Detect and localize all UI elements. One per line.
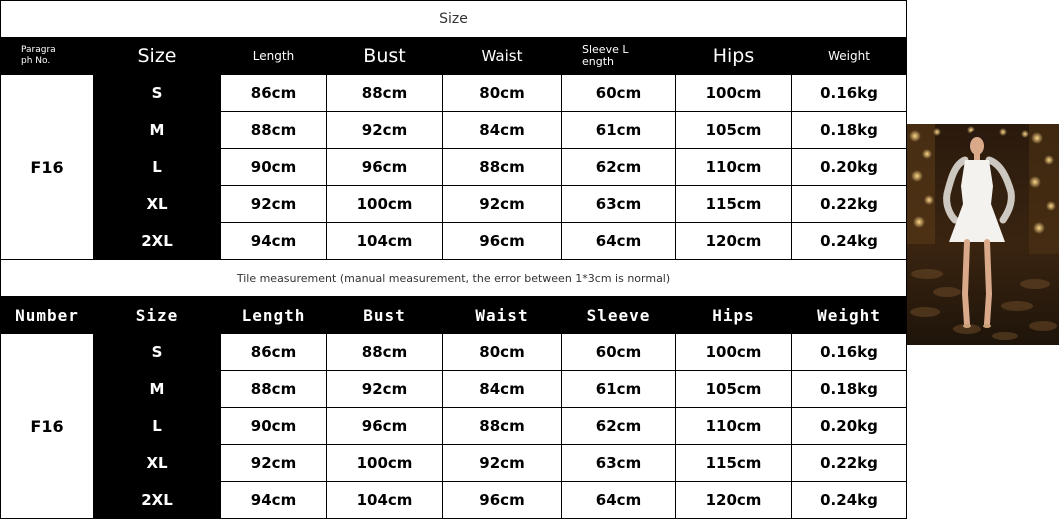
waist-cell: 88cm — [443, 149, 562, 186]
header-hips: Hips — [676, 297, 792, 334]
table-row — [1, 75, 907, 112]
weight-cell: 0.20kg — [792, 408, 907, 445]
bust-cell: 92cm — [327, 371, 443, 408]
bust-cell: 92cm — [327, 112, 443, 149]
header-length: Length — [221, 38, 327, 75]
size-cell: 2XL — [94, 482, 221, 519]
length-cell: 92cm — [221, 445, 327, 482]
sleeve-cell: 60cm — [562, 75, 676, 112]
top-header-row — [1, 38, 907, 75]
length-cell: 88cm — [221, 371, 327, 408]
bust-cell: 104cm — [327, 482, 443, 519]
product-photo — [907, 124, 1059, 345]
sleeve-cell: 60cm — [562, 334, 676, 371]
waist-cell: 84cm — [443, 371, 562, 408]
hips-cell: 115cm — [676, 445, 792, 482]
length-cell: 86cm — [221, 75, 327, 112]
sleeve-cell: 64cm — [562, 223, 676, 260]
hips-cell: 120cm — [676, 223, 792, 260]
bust-cell: 104cm — [327, 223, 443, 260]
size-caption: Size — [1, 1, 907, 38]
waist-cell: 84cm — [443, 112, 562, 149]
size-cell: M — [94, 112, 221, 149]
size-cell: XL — [94, 186, 221, 223]
bust-cell: 88cm — [327, 334, 443, 371]
table-row — [1, 371, 907, 408]
header-bust: Bust — [327, 297, 443, 334]
hips-cell: 105cm — [676, 112, 792, 149]
weight-cell: 0.22kg — [792, 445, 907, 482]
header-size: Size — [94, 297, 221, 334]
bottom-header-row — [1, 297, 907, 334]
hips-cell: 120cm — [676, 482, 792, 519]
weight-cell: 0.18kg — [792, 112, 907, 149]
header-bust: Bust — [327, 38, 443, 75]
length-cell: 90cm — [221, 408, 327, 445]
length-cell: 90cm — [221, 149, 327, 186]
table-row — [1, 408, 907, 445]
size-cell: M — [94, 371, 221, 408]
size-cell: S — [94, 334, 221, 371]
table-row — [1, 223, 907, 260]
waist-cell: 96cm — [443, 223, 562, 260]
hips-cell: 100cm — [676, 75, 792, 112]
weight-cell: 0.22kg — [792, 186, 907, 223]
length-cell: 92cm — [221, 186, 327, 223]
sleeve-cell: 63cm — [562, 445, 676, 482]
size-cell: S — [94, 75, 221, 112]
length-cell: 94cm — [221, 482, 327, 519]
product-number: F16 — [1, 75, 94, 260]
table-row — [1, 112, 907, 149]
hips-cell: 110cm — [676, 149, 792, 186]
header-sleeve: Sleeve — [562, 297, 676, 334]
weight-cell: 0.24kg — [792, 482, 907, 519]
sleeve-cell: 61cm — [562, 112, 676, 149]
sleeve-cell: 61cm — [562, 371, 676, 408]
bust-cell: 96cm — [327, 408, 443, 445]
waist-cell: 96cm — [443, 482, 562, 519]
weight-cell: 0.16kg — [792, 75, 907, 112]
hips-cell: 115cm — [676, 186, 792, 223]
table-row — [1, 149, 907, 186]
header-paragraph-no: Paragra ph No. — [1, 38, 94, 75]
waist-cell: 92cm — [443, 186, 562, 223]
hips-cell: 105cm — [676, 371, 792, 408]
size-cell: L — [94, 408, 221, 445]
weight-cell: 0.24kg — [792, 223, 907, 260]
table-row — [1, 482, 907, 519]
bust-cell: 96cm — [327, 149, 443, 186]
weight-cell: 0.16kg — [792, 334, 907, 371]
sleeve-cell: 64cm — [562, 482, 676, 519]
header-number: Number — [1, 297, 94, 334]
waist-cell: 80cm — [443, 334, 562, 371]
waist-cell: 80cm — [443, 75, 562, 112]
hips-cell: 110cm — [676, 408, 792, 445]
length-cell: 88cm — [221, 112, 327, 149]
size-cell: 2XL — [94, 223, 221, 260]
header-weight: Weight — [792, 297, 907, 334]
weight-cell: 0.18kg — [792, 371, 907, 408]
header-size: Size — [94, 38, 221, 75]
header-weight: Weight — [792, 38, 907, 75]
table-row — [1, 445, 907, 482]
table-row — [1, 186, 907, 223]
sleeve-cell: 63cm — [562, 186, 676, 223]
waist-cell: 92cm — [443, 445, 562, 482]
header-waist: Waist — [443, 38, 562, 75]
header-sleeve-length: Sleeve L ength — [562, 38, 676, 75]
length-cell: 94cm — [221, 223, 327, 260]
weight-cell: 0.20kg — [792, 149, 907, 186]
header-length: Length — [221, 297, 327, 334]
waist-cell: 88cm — [443, 408, 562, 445]
sleeve-cell: 62cm — [562, 408, 676, 445]
measurement-note: Tile measurement (manual measurement, the error between 1*3cm is normal) — [1, 260, 907, 297]
bust-cell: 88cm — [327, 75, 443, 112]
product-number: F16 — [1, 334, 94, 519]
header-waist: Waist — [443, 297, 562, 334]
sleeve-cell: 62cm — [562, 149, 676, 186]
table-row — [1, 334, 907, 371]
bust-cell: 100cm — [327, 186, 443, 223]
bust-cell: 100cm — [327, 445, 443, 482]
length-cell: 86cm — [221, 334, 327, 371]
size-cell: XL — [94, 445, 221, 482]
size-cell: L — [94, 149, 221, 186]
header-hips: Hips — [676, 38, 792, 75]
hips-cell: 100cm — [676, 334, 792, 371]
